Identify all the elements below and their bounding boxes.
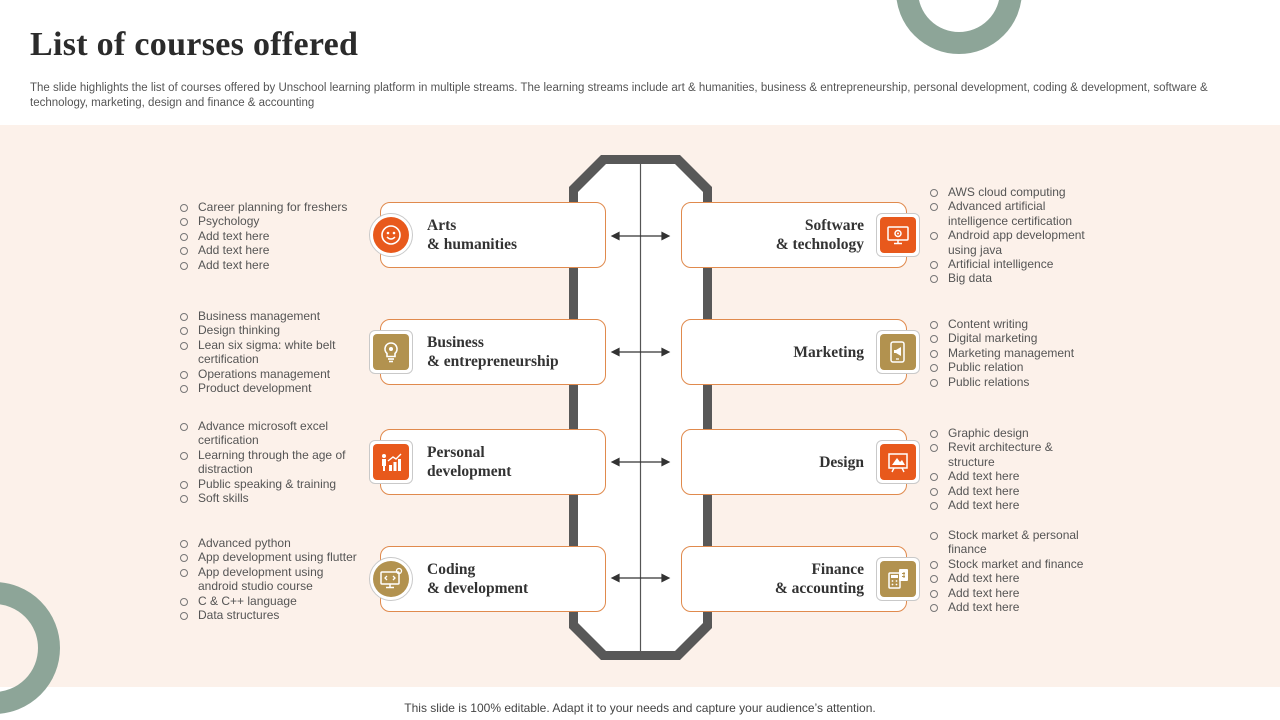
stream-title-line2: & accounting bbox=[774, 580, 864, 597]
stream-title-line2: & humanities bbox=[427, 236, 517, 253]
stream-title-line2: & technology bbox=[775, 236, 864, 253]
list-item: Add text here bbox=[928, 498, 1078, 512]
course-list-marketing bbox=[928, 317, 1103, 389]
list-item: Lean six sigma: white belt certification bbox=[178, 338, 348, 367]
list-item: Stock market and finance bbox=[928, 557, 1098, 571]
list-item: Learning through the age of distraction bbox=[178, 448, 356, 477]
course-list-coding bbox=[178, 536, 364, 622]
list-item: Advanced artificial intelligence certification bbox=[928, 199, 1103, 228]
list-item: Stock market & personal finance bbox=[928, 528, 1098, 557]
list-item: Revit architecture & structure bbox=[928, 440, 1078, 469]
list-item: C & C++ language bbox=[178, 594, 364, 608]
stream-title-line1: Software bbox=[804, 217, 864, 234]
list-item: Add text here bbox=[928, 484, 1078, 498]
megaphone-phone-icon bbox=[876, 330, 920, 374]
stream-card-business bbox=[380, 319, 606, 385]
stream-card-software bbox=[681, 202, 907, 268]
list-item: Design thinking bbox=[178, 323, 348, 337]
list-item: Artificial intelligence bbox=[928, 257, 1103, 271]
stream-title-design bbox=[819, 430, 864, 494]
stream-title-coding bbox=[427, 547, 528, 611]
design-board-icon bbox=[876, 440, 920, 484]
list-item: Add text here bbox=[928, 469, 1078, 483]
list-item: App development using flutter bbox=[178, 550, 364, 564]
growth-chart-icon bbox=[369, 440, 413, 484]
code-monitor-icon bbox=[369, 557, 413, 601]
stream-title-line1: Marketing bbox=[793, 343, 864, 361]
course-list-software bbox=[928, 185, 1103, 286]
stream-card-design bbox=[681, 429, 907, 495]
list-item: Add text here bbox=[928, 571, 1098, 585]
stream-title-line2: & development bbox=[427, 580, 529, 597]
stream-title-line2: development bbox=[427, 463, 512, 480]
list-item: Data structures bbox=[178, 608, 364, 622]
stream-title-line1: Personal bbox=[427, 444, 485, 461]
lightbulb-gear-icon bbox=[369, 330, 413, 374]
stream-card-personal bbox=[380, 429, 606, 495]
course-list-personal bbox=[178, 419, 356, 505]
course-list-arts bbox=[178, 200, 368, 272]
list-item: Add text here bbox=[928, 600, 1098, 614]
list-item: Business management bbox=[178, 309, 348, 323]
list-item: Advance microsoft excel certification bbox=[178, 419, 356, 448]
course-list-design bbox=[928, 426, 1078, 512]
stream-card-finance bbox=[681, 546, 907, 612]
stream-title-line1: Finance bbox=[811, 561, 864, 578]
stream-title-business bbox=[427, 320, 559, 384]
stream-card-marketing bbox=[681, 319, 907, 385]
list-item: Public relations bbox=[928, 375, 1103, 389]
page-subtitle: The slide highlights the list of courses offered by Unschool learning platform in multiple streams. The learning streams include art & humanities, business & entrepreneurship, personal development, coding & development, software & technology, marketing, design and finance & accounting bbox=[30, 82, 1208, 109]
list-item: Public relation bbox=[928, 360, 1103, 374]
stream-title-line2: & entrepreneurship bbox=[427, 353, 559, 370]
course-list-finance bbox=[928, 528, 1098, 614]
stream-title-line1: Coding bbox=[427, 561, 476, 578]
theater-masks-icon bbox=[369, 213, 413, 257]
list-item: Content writing bbox=[928, 317, 1103, 331]
list-item: Advanced python bbox=[178, 536, 364, 550]
monitor-gear-icon bbox=[876, 213, 920, 257]
list-item: App development using android studio course bbox=[178, 565, 364, 594]
list-item: Add text here bbox=[178, 258, 368, 272]
stream-title-marketing bbox=[793, 320, 864, 384]
stream-title-arts bbox=[427, 203, 517, 267]
list-item: Career planning for freshers bbox=[178, 200, 368, 214]
stream-title-personal bbox=[427, 430, 511, 494]
stream-card-arts bbox=[380, 202, 606, 268]
list-item: Operations management bbox=[178, 367, 348, 381]
stream-title-software bbox=[776, 203, 864, 267]
list-item: Psychology bbox=[178, 214, 368, 228]
stream-title-line1: Arts bbox=[427, 217, 457, 234]
list-item: Add text here bbox=[928, 586, 1098, 600]
list-item: Android app development using java bbox=[928, 228, 1103, 257]
course-list-business bbox=[178, 309, 348, 395]
list-item: AWS cloud computing bbox=[928, 185, 1103, 199]
list-item: Digital marketing bbox=[928, 331, 1103, 345]
list-item: Product development bbox=[178, 381, 348, 395]
list-item: Add text here bbox=[178, 229, 368, 243]
stream-title-line1: Design bbox=[819, 453, 864, 471]
finance-calculator-icon bbox=[876, 557, 920, 601]
stream-card-coding bbox=[380, 546, 606, 612]
page-title: List of courses offered bbox=[30, 26, 359, 63]
list-item: Big data bbox=[928, 271, 1103, 285]
stream-title-line1: Business bbox=[427, 334, 484, 351]
list-item: Add text here bbox=[178, 243, 368, 257]
list-item: Public speaking & training bbox=[178, 477, 356, 491]
stream-title-finance bbox=[775, 547, 864, 611]
footer-note: This slide is 100% editable. Adapt it to your needs and capture your audience’s attention. bbox=[404, 701, 876, 715]
list-item: Graphic design bbox=[928, 426, 1078, 440]
list-item: Marketing management bbox=[928, 346, 1103, 360]
list-item: Soft skills bbox=[178, 491, 356, 505]
